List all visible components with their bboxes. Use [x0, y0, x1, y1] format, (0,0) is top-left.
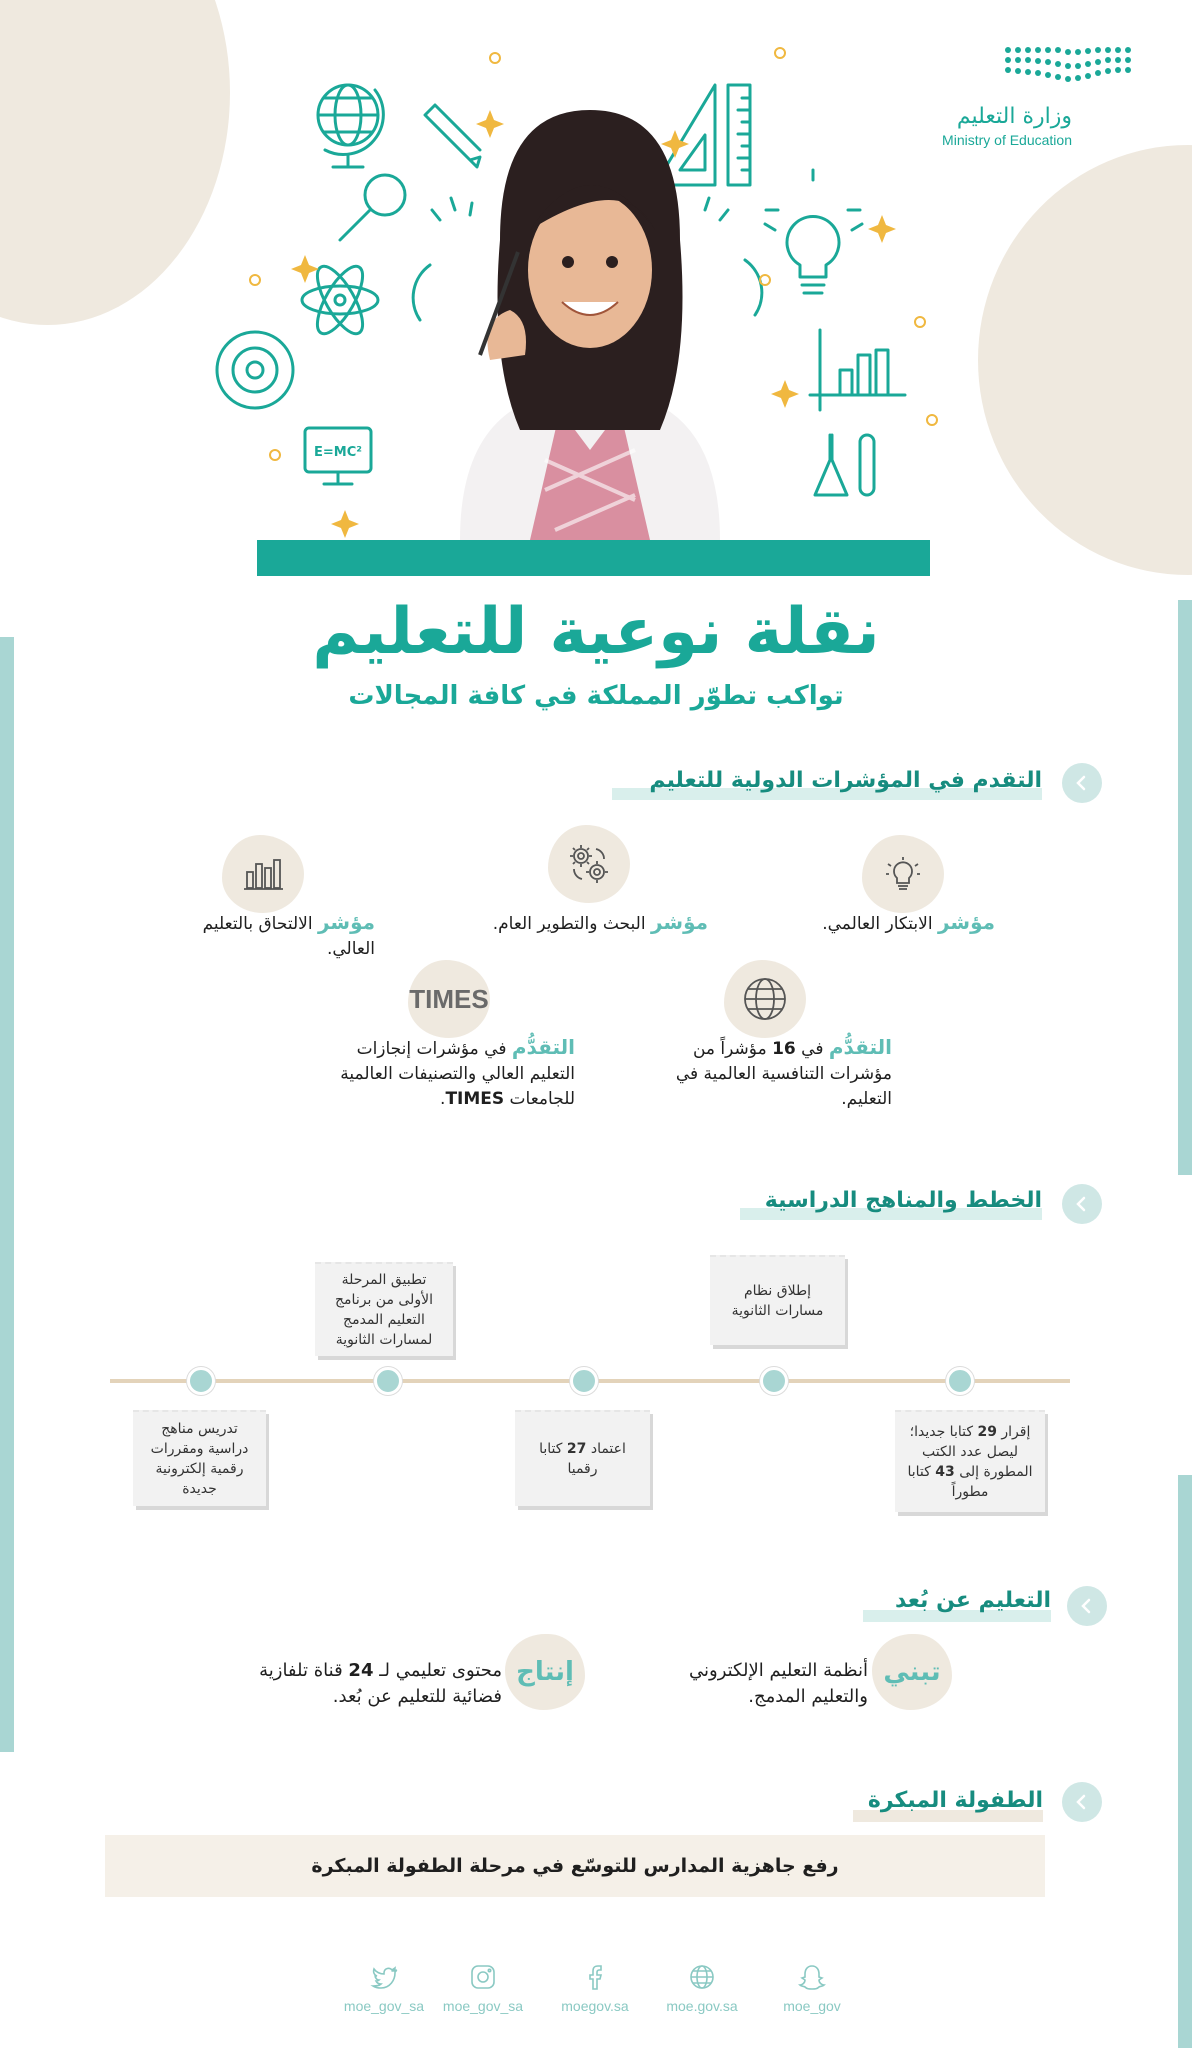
instagram-icon	[468, 1962, 498, 1992]
chevron-left-icon	[1073, 774, 1091, 792]
page-subtitle: تواكب تطوّر المملكة في كافة المجالات	[348, 681, 844, 711]
gears-icon	[566, 841, 612, 887]
section-chevron[interactable]	[1062, 1782, 1102, 1822]
indicator-icon	[724, 960, 806, 1038]
chevron-left-icon	[1073, 1195, 1091, 1213]
social-link-instagram[interactable]: moe_gov_sa	[433, 1962, 533, 2014]
section-heading-indicators: التقدم في المؤشرات الدولية للتعليم	[649, 768, 1042, 793]
timeline-note: تطبيق المرحلة الأولى من برنامج التعليم المدمج لمسارات الثانوية	[315, 1262, 453, 1356]
indicator-text: مؤشر الابتكار العالمي.	[822, 910, 995, 934]
indicator-text: مؤشر الالتحاق بالتعليم العالي.	[202, 910, 375, 959]
indicator-text: مؤشر البحث والتطوير العام.	[492, 910, 708, 934]
ministry-logo	[1000, 44, 1140, 94]
timeline-dot	[374, 1367, 402, 1395]
globe-icon	[687, 1962, 717, 1992]
indicator-text: التقدُّم في 16 مؤشراً من مؤشرات التنافسية العالمية في التعليم.	[675, 1035, 892, 1109]
timeline-note: إقرار 29 كتابا جديدا؛ ليصل عدد الكتب المطورة إلى 43 كتابا مطوراً	[895, 1410, 1045, 1512]
timeline-note: اعتماد 27 كتابا رقميا	[515, 1410, 650, 1506]
timeline-note: إطلاق نظام مسارات الثانوية	[710, 1255, 845, 1345]
decorative-side-bar	[1178, 600, 1192, 1175]
remote-item-text: أنظمة التعليم الإلكتروني والتعليم المدمج.	[688, 1660, 868, 1707]
section-chevron[interactable]	[1062, 1184, 1102, 1224]
timeline-dot	[570, 1367, 598, 1395]
hero-illustration	[200, 30, 960, 540]
hero-base-strip	[257, 540, 930, 576]
twitter-icon	[369, 1962, 399, 1992]
lightbulb-icon	[883, 854, 923, 894]
times-logo: TIMES	[409, 983, 489, 1014]
timeline-note: تدريس مناهج دراسية ومقررات رقمية إلكترونية جديدة	[133, 1410, 266, 1506]
social-link-website[interactable]: moe.gov.sa	[652, 1962, 752, 2014]
section-chevron[interactable]	[1062, 763, 1102, 803]
globe-icon	[741, 975, 789, 1023]
ministry-name-en: Ministry of Education	[942, 132, 1072, 148]
chevron-left-icon	[1078, 1597, 1096, 1615]
remote-label-badge: إنتاج	[505, 1634, 585, 1710]
section-heading-early: الطفولة المبكرة	[867, 1788, 1043, 1813]
indicator-icon	[222, 835, 304, 913]
social-link-snapchat[interactable]: moe_gov	[762, 1962, 862, 2014]
student-figure	[460, 110, 720, 540]
decorative-side-bar	[1178, 1475, 1192, 2048]
decorative-blob	[0, 0, 230, 325]
remote-item-text: محتوى تعليمي لـ 24 قناة تلفازية فضائية للتعليم عن بُعد.	[259, 1660, 502, 1707]
times-logo-badge	[408, 960, 490, 1038]
decorative-side-bar	[0, 637, 14, 1752]
facebook-icon	[580, 1962, 610, 1992]
indicator-icon	[548, 825, 630, 903]
timeline-dot	[187, 1367, 215, 1395]
bar-chart-icon	[241, 854, 285, 894]
early-childhood-box: رفع جاهزية المدارس للتوسّع في مرحلة الطفولة المبكرة	[105, 1835, 1045, 1897]
timeline-dot	[946, 1367, 974, 1395]
snapchat-icon	[797, 1962, 827, 1992]
decorative-blob	[978, 145, 1192, 575]
section-heading-remote: التعليم عن بُعد	[895, 1588, 1051, 1613]
section-heading-curricula: الخطط والمناهج الدراسية	[764, 1188, 1042, 1213]
equation-text: E=MC²	[314, 445, 362, 460]
social-link-twitter[interactable]: moe_gov_sa	[334, 1962, 434, 2014]
indicator-icon	[862, 835, 944, 913]
social-link-facebook[interactable]: moegov.sa	[545, 1962, 645, 2014]
remote-label-badge: تبني	[872, 1634, 952, 1710]
timeline-dot	[760, 1367, 788, 1395]
section-chevron[interactable]	[1067, 1586, 1107, 1626]
indicator-text: التقدُّم في مؤشرات إنجازات التعليم العالي والتصنيفات العالمية للجامعات TIMES.	[340, 1035, 575, 1109]
ministry-name-ar: وزارة التعليم	[956, 104, 1072, 129]
chevron-left-icon	[1073, 1793, 1091, 1811]
page-title: نقلة نوعية للتعليم	[312, 595, 880, 669]
